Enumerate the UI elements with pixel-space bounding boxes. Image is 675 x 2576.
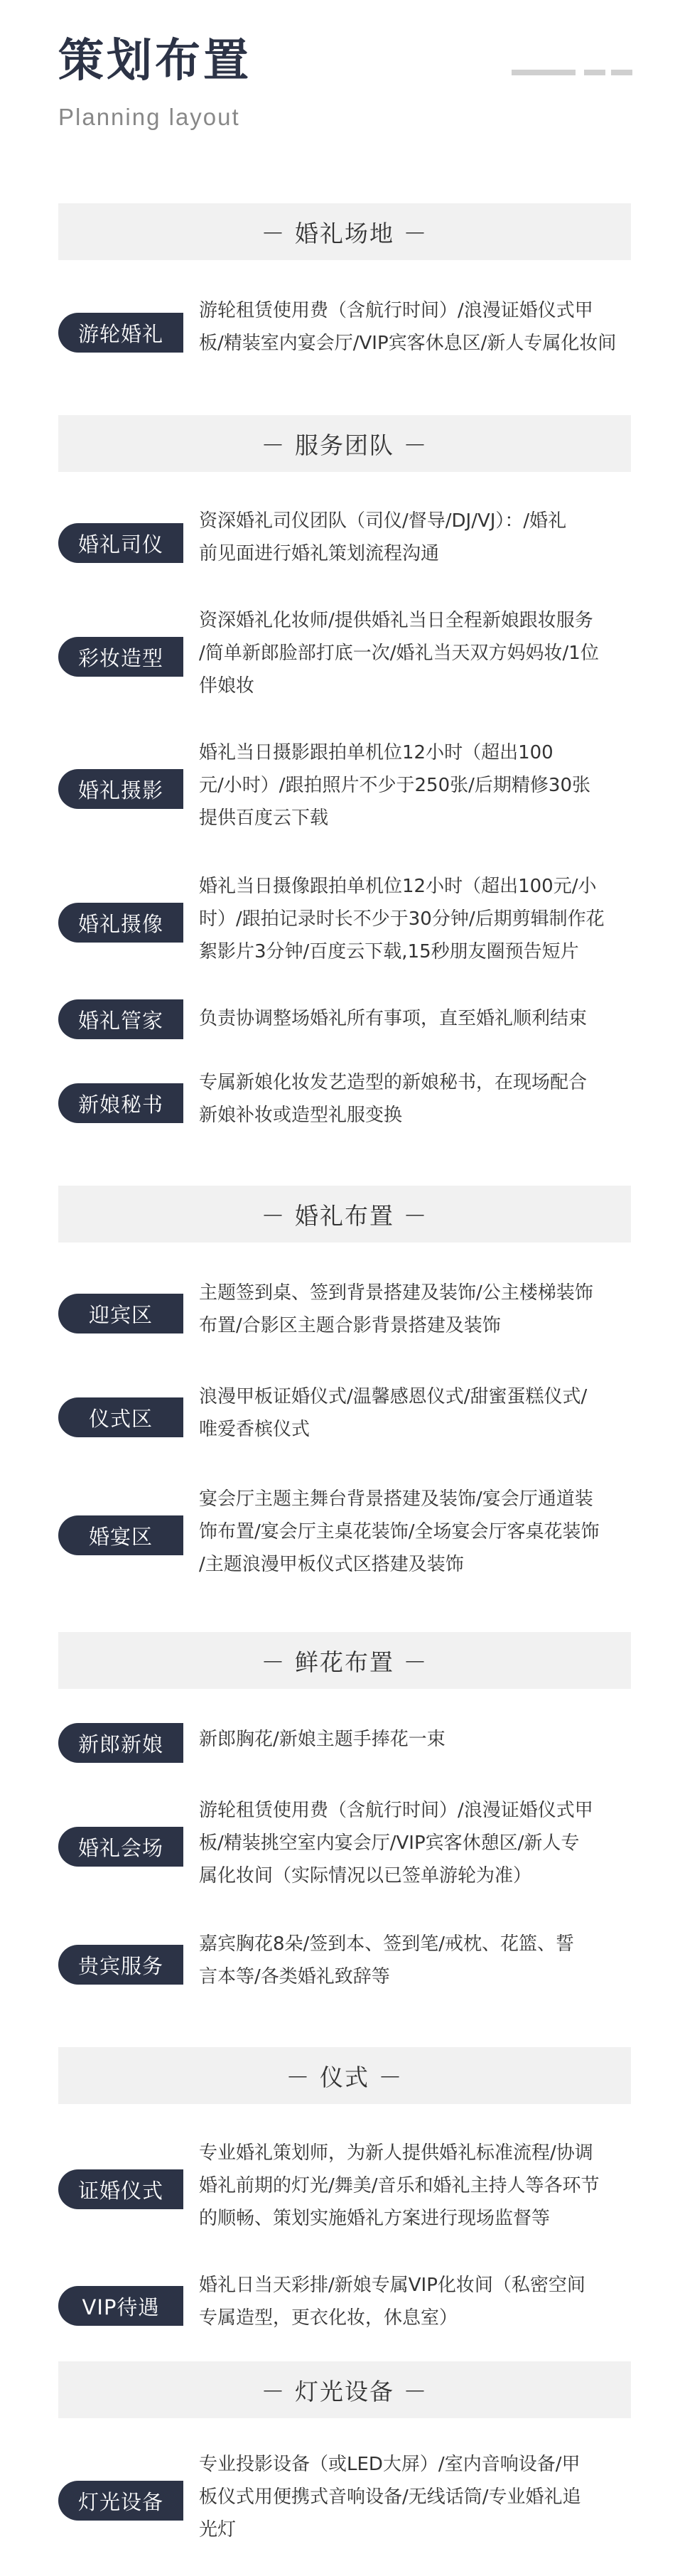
section-banner-wedding-decor: － 婚礼布置 －: [58, 1186, 631, 1243]
item-description: 资深婚礼司仪团队（司仪/督导/DJ/VJ）：/婚礼 前见面进行婚礼策划流程沟通: [199, 510, 567, 564]
page-subtitle: Planning layout: [58, 104, 240, 130]
item-label-badge: 证婚仪式: [58, 2169, 183, 2209]
item-label-badge: 灯光设备: [58, 2481, 183, 2521]
item-description: 负责协调整场婚礼所有事项，直至婚礼顺利结束: [199, 1008, 588, 1029]
item-description: 游轮租赁使用费（含航行时间）/浪漫证婚仪式甲 板/精装挑空室内宴会厅/VIP宾客休憩区/新人专 属化妆间（实际情况以已签单游轮为准）: [199, 1800, 593, 1887]
item-description: 婚礼当日摄像跟拍单机位12小时（超出100元/小 时）/跟拍记录时长不少于30分钟/后期剪辑制作花 絮影片3分钟/百度云下载,15秒朋友圈预告短片: [199, 876, 605, 962]
item-label-badge: 婚礼会场: [58, 1827, 183, 1867]
section-banner-venue: － 婚礼场地 －: [58, 203, 631, 260]
item-description: 嘉宾胸花8朵/签到本、签到笔/戒枕、花篮、誓 言本等/各类婚礼致辞等: [199, 1933, 575, 1987]
item-label-badge: 仪式区: [58, 1397, 183, 1437]
page-title: 策划布置: [58, 35, 252, 87]
section-banner-flowers: － 鲜花布置 －: [58, 1632, 631, 1689]
item-description: 专属新娘化妆发艺造型的新娘秘书，在现场配合 新娘补妆或造型礼服变换: [199, 1072, 588, 1126]
item-description: 游轮租赁使用费（含航行时间）/浪漫证婚仪式甲 板/精装室内宴会厅/VIP宾客休息区/新人专属化妆间: [199, 300, 617, 354]
item-description: 主题签到桌、签到背景搭建及装饰/公主楼梯装饰 布置/合影区主题合影背景搭建及装饰: [199, 1282, 593, 1336]
item-label-badge: 婚宴区: [58, 1515, 183, 1555]
decorative-bar: [611, 70, 632, 75]
item-description: 专业婚礼策划师，为新人提供婚礼标准流程/协调 婚礼前期的灯光/舞美/音乐和婚礼主持人等各环节 的顺畅、策划实施婚礼方案进行现场监督等: [199, 2142, 600, 2229]
section-banner-lighting: － 灯光设备 －: [58, 2361, 631, 2418]
section-banner-service-team: － 服务团队 －: [58, 415, 631, 472]
item-description: 婚礼当日摄影跟拍单机位12小时（超出100 元/小时）/跟拍照片不少于250张/后期精修30张 提供百度云下载: [199, 742, 590, 829]
item-label-badge: 贵宾服务: [58, 1945, 183, 1985]
section-banner-ceremony: － 仪式 －: [58, 2047, 631, 2104]
decorative-bar: [584, 70, 605, 75]
item-description: 婚礼日当天彩排/新娘专属VIP化妆间（私密空间 专属造型，更衣化妆，休息室）: [199, 2275, 585, 2329]
item-description: 专业投影设备（或LED大屏）/室内音响设备/甲 板仪式用便携式音响设备/无线话筒/专业婚礼追 光灯: [199, 2454, 581, 2540]
item-label-badge: 婚礼摄影: [58, 769, 183, 809]
item-label-badge: 迎宾区: [58, 1294, 183, 1333]
decorative-bar: [512, 70, 576, 75]
item-description: 资深婚礼化妆师/提供婚礼当日全程新娘跟妆服务 /简单新郎脸部打底一次/婚礼当天双方妈妈妆/1位 伴娘妆: [199, 610, 599, 697]
item-description: 浪漫甲板证婚仪式/温馨感恩仪式/甜蜜蛋糕仪式/ 唯爱香槟仪式: [199, 1386, 588, 1440]
item-label-badge: 婚礼摄像: [58, 903, 183, 943]
item-description: 新郎胸花/新娘主题手捧花一束: [199, 1729, 446, 1750]
page-header: [0, 0, 675, 142]
item-label-badge: 彩妆造型: [58, 637, 183, 677]
item-description: 宴会厅主题主舞台背景搭建及装饰/宴会厅通道装 饰布置/宴会厅主桌花装饰/全场宴会厅客桌花装饰 /主题浪漫甲板仪式区搭建及装饰: [199, 1488, 600, 1575]
item-label-badge: 婚礼管家: [58, 999, 183, 1039]
item-label-badge: 游轮婚礼: [58, 313, 183, 353]
item-label-badge: 婚礼司仪: [58, 523, 183, 563]
item-label-badge: 新郎新娘: [58, 1723, 183, 1763]
item-label-badge: VIP待遇: [58, 2286, 183, 2326]
item-label-badge: 新娘秘书: [58, 1083, 183, 1123]
